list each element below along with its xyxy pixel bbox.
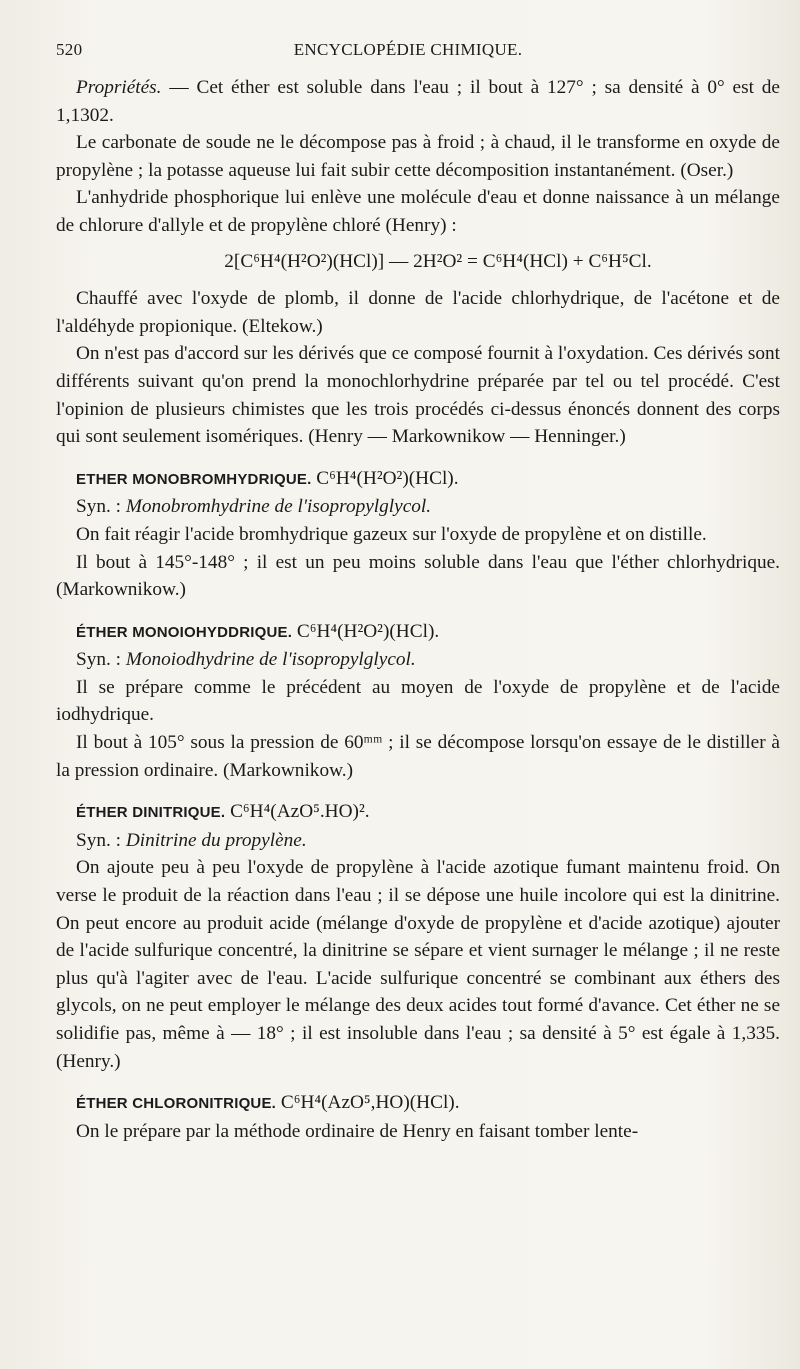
entry-chloronitrique: [56, 1089, 780, 1118]
paragraph: On ajoute peu à peu l'oxyde de propylène à l'acide azotique fumant maintenu froid. On verse le produit de la réaction dans l'eau ; il se dépose une huile incolore qui est la dinitrine. On peut encore au produit acide (mélange d'oxyde de propylène et d'acide azotique) ajouter de l'acide sulfurique concentré, la dinitrine se sépare et vient surnager le mélange ; il ne reste plus qu'à l'agiter avec de l'eau. L'acide sulfurique concentré se combinant aux éthers des glycols, on ne peut employer le mélange des deux acides tout formé d'avance. Cet éther ne se solidifie pas, même à — 18° ; il est insoluble dans l'eau ; sa densité à 5° est égale à 1,335. (Henry.): [56, 857, 780, 1072]
paragraph-carbonate: Le carbonate de soude ne le décompose pas à froid ; à chaud, il le transforme en oxyde de propylène ; la potasse aqueuse lui fait subir cette décomposition instantanément. (Oser.): [56, 132, 780, 181]
paragraph: Il bout à 145°-148° ; il est un peu moins soluble dans l'eau que l'éther chlorhydrique. (Markownikow.): [56, 551, 780, 601]
syn-label: Syn. :: [76, 829, 126, 851]
entry-formula: C⁶H⁴(AzO⁵,HO)(HCl).: [276, 1092, 460, 1114]
entry-heading: ÉTHER DINITRIQUE.: [76, 804, 226, 822]
entry-formula: C⁶H⁴(H²O²)(HCl).: [292, 620, 440, 642]
paragraph: On fait réagir l'acide bromhydrique gazeux sur l'oxyde de propylène et on distille.: [76, 523, 707, 545]
reaction-formula: 2[C⁶H⁴(H²O²)(HCl)] — 2H²O² = C⁶H⁴(HCl) + C⁶H⁵Cl.: [224, 250, 652, 272]
entry-formula: C⁶H⁴(AzO⁵.HO)².: [225, 801, 370, 823]
entry-formula: C⁶H⁴(H²O²)(HCl).: [311, 467, 459, 489]
paragraph: Il se prépare comme le précédent au moyen de l'oxyde de propylène et de l'acide iodhydrique.: [56, 676, 780, 726]
page-header: [56, 40, 760, 64]
syn-label: Syn. :: [76, 496, 126, 518]
properties-label: Propriétés.: [76, 77, 162, 98]
entry-monobromhydrique: [56, 465, 780, 494]
synonym: Dinitrine du propylène.: [125, 829, 307, 851]
synonym-line: [56, 827, 780, 855]
entry-heading: ETHER MONOBROMHYDRIQUE.: [76, 470, 312, 488]
running-title: ENCYCLOPÉDIE CHIMIQUE.: [293, 40, 523, 59]
paragraph-oxydation: On n'est pas d'accord sur les dérivés que ce composé fournit à l'oxydation. Ces dérivés sont différents suivant qu'on prend la monochlorhydrine préparée par tel ou tel procédé. C'est l'opinion de plusieurs chimistes que les trois procédés ci-dessus énoncés donnent des corps qui sont seulement isomériques. (Henry — Markownikow — Henninger.): [56, 343, 780, 448]
entry-heading: ÉTHER MONOIOHYDDRIQUE.: [76, 623, 293, 641]
page-number: 520: [56, 40, 83, 59]
entry-heading: ÉTHER CHLORONITRIQUE.: [76, 1095, 277, 1113]
entry-dinitrique: [56, 798, 780, 827]
properties-text: — Cet éther est soluble dans l'eau ; il bout à 127° ; sa densité à 0° est de 1,1302.: [56, 77, 780, 126]
synonym-line: [56, 493, 780, 521]
synonym: Monobromhydrine de l'isopropylglycol.: [125, 496, 432, 518]
page-body: [56, 74, 780, 1145]
paragraph-oxyde-plomb: Chauffé avec l'oxyde de plomb, il donne de l'acide chlorhydrique, de l'acétone et de l'aldéhyde propionique. (Eltekow.): [56, 288, 780, 337]
paragraph-properties: [56, 74, 780, 129]
paragraph-anhydride: L'anhydride phosphorique lui enlève une molécule d'eau et donne naissance à un mélange de chlorure d'allyle et de propylène chloré (Henry) :: [56, 187, 780, 236]
syn-label: Syn. :: [76, 649, 126, 671]
paragraph: On le prépare par la méthode ordinaire de Henry en faisant tomber lente-: [76, 1120, 639, 1142]
entry-monoiodhydrique: [56, 618, 780, 647]
synonym-line: [56, 646, 780, 674]
paragraph: Il bout à 105° sous la pression de 60ᵐᵐ ; il se décompose lorsqu'on essaye de le distiller à la pression ordinaire. (Markownikow.): [56, 732, 780, 781]
synonym: Monoiodhydrine de l'isopropylglycol.: [125, 649, 416, 671]
